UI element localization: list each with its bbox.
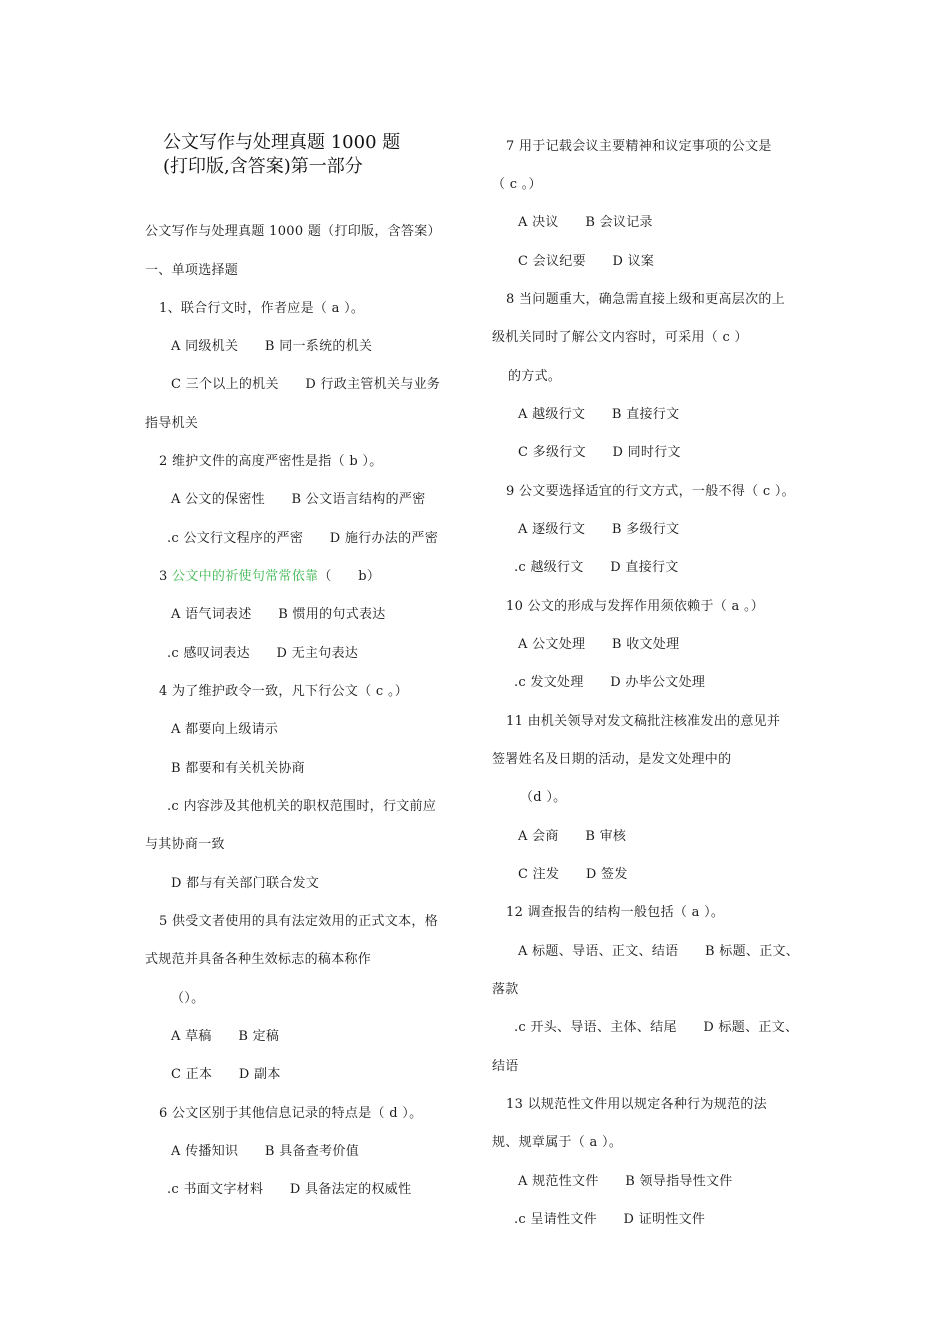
q4-option-c: .c 内容涉及其他机关的职权范围时，行文前应 <box>167 799 437 814</box>
question-12: 12 调查报告的结构一般包括（ a ）。 <box>506 905 725 920</box>
q1-options-cd: C 三个以上的机关 D 行政主管机关与业务 <box>171 377 441 392</box>
q4-option-a: A 都要向上级请示 <box>171 722 279 737</box>
question-13: 13 以规范性文件用以规定各种行为规范的法 <box>506 1097 767 1112</box>
question-5-cont: 式规范并具备各种生效标志的稿本称作 <box>145 952 372 967</box>
document-title <box>163 131 463 179</box>
question-13-cont: 规、规章属于（ a ）。 <box>492 1135 623 1150</box>
question-11: 11 由机关领导对发文稿批注核准发出的意见并 <box>506 714 781 729</box>
q10-options-cd: .c 发文处理 D 办毕公文处理 <box>514 675 706 690</box>
question-1: 1、联合行文时，作者应是（ a ）。 <box>159 301 365 316</box>
q12-options-cd-cont: 结语 <box>492 1059 519 1074</box>
question-3 <box>159 568 380 586</box>
q6-options-cd: .c 书面文字材料 D 具备法定的权威性 <box>167 1182 412 1197</box>
question-8: 8 当问题重大，确急需直接上级和更高层次的上 <box>506 292 786 307</box>
q7-options-ab: A 决议 B 会议记录 <box>518 215 653 230</box>
q7-options-cd: C 会议纪要 D 议案 <box>518 254 655 269</box>
q8-options-ab: A 越级行文 B 直接行文 <box>518 407 680 422</box>
question-9: 9 公文要选择适宜的行文方式，一般不得（ c ）。 <box>506 484 795 499</box>
question-5: 5 供受文者使用的具有法定效用的正式文本，格 <box>159 914 439 929</box>
q6-options-ab: A 传播知识 B 具备查考价值 <box>171 1144 360 1159</box>
q11-options-cd: C 注发 D 签发 <box>518 867 628 882</box>
q4-option-d: D 都与有关部门联合发文 <box>171 876 320 891</box>
q8-options-cd: C 多级行文 D 同时行文 <box>518 445 681 460</box>
question-8-cont2: 的方式。 <box>508 369 562 384</box>
q2-options-ab: A 公文的保密性 B 公文语言结构的严密 <box>171 492 426 507</box>
q1-options-cd-cont: 指导机关 <box>145 416 199 431</box>
q1-options-ab: A 同级机关 B 同一系统的机关 <box>171 339 373 354</box>
q11-options-ab: A 会商 B 审核 <box>518 829 627 844</box>
q10-options-ab: A 公文处理 B 收文处理 <box>518 637 680 652</box>
title-line-2: (打印版,含答案)第一部分 <box>163 156 363 177</box>
q4-option-c-cont: 与其协商一致 <box>145 837 225 852</box>
q13-options-ab: A 规范性文件 B 领导指导性文件 <box>518 1174 733 1189</box>
question-11-cont: 签署姓名及日期的活动，是发文处理中的 <box>492 752 732 767</box>
q9-options-ab: A 逐级行文 B 多级行文 <box>518 522 680 537</box>
q12-options-cd: .c 开头、导语、主体、结尾 D 标题、正文、 <box>514 1020 799 1035</box>
q13-options-cd: .c 呈请性文件 D 证明性文件 <box>514 1212 706 1227</box>
q3-options-ab: A 语气词表述 B 惯用的句式表达 <box>171 607 386 622</box>
subtitle: 公文写作与处理真题 1000 题（打印版，含答案） <box>145 224 441 239</box>
question-7: 7 用于记载会议主要精神和议定事项的公文是 <box>506 139 772 154</box>
question-11-answer: （d ）。 <box>520 790 567 805</box>
question-6: 6 公文区别于其他信息记录的特点是（ d ）。 <box>159 1106 423 1121</box>
q9-options-cd: .c 越级行文 D 直接行文 <box>514 560 679 575</box>
q3-number: 3 <box>159 569 168 584</box>
question-2: 2 维护文件的高度严密性是指（ b ）。 <box>159 454 383 469</box>
question-8-cont: 级机关同时了解公文内容时，可采用（ c ） <box>492 330 748 345</box>
q5-answer: （）。 <box>171 991 205 1006</box>
q3-options-cd: .c 感叹词表达 D 无主句表达 <box>167 646 359 661</box>
q12-options-ab: A 标题、导语、正文、结语 B 标题、正文、 <box>518 944 800 959</box>
q4-option-b: B 都要和有关机关协商 <box>171 761 305 776</box>
question-4: 4 为了维护政令一致，凡下行公文（ c 。） <box>159 684 409 699</box>
q3-highlighted-text: 公文中的祈使句常常依靠 <box>172 569 319 584</box>
section-heading: 一、单项选择题 <box>145 263 239 278</box>
q5-options-cd: C 正本 D 副本 <box>171 1067 281 1082</box>
q5-options-ab: A 草稿 B 定稿 <box>171 1029 280 1044</box>
q2-options-cd: .c 公文行文程序的严密 D 施行办法的严密 <box>167 531 439 546</box>
q12-options-ab-cont: 落款 <box>492 982 519 997</box>
q3-answer: （ b） <box>318 569 381 584</box>
question-10: 10 公文的形成与发挥作用须依赖于（ a 。） <box>506 599 765 614</box>
title-line-1: 公文写作与处理真题 1000 题 <box>163 132 401 153</box>
question-7-cont: （ c 。） <box>492 177 542 192</box>
